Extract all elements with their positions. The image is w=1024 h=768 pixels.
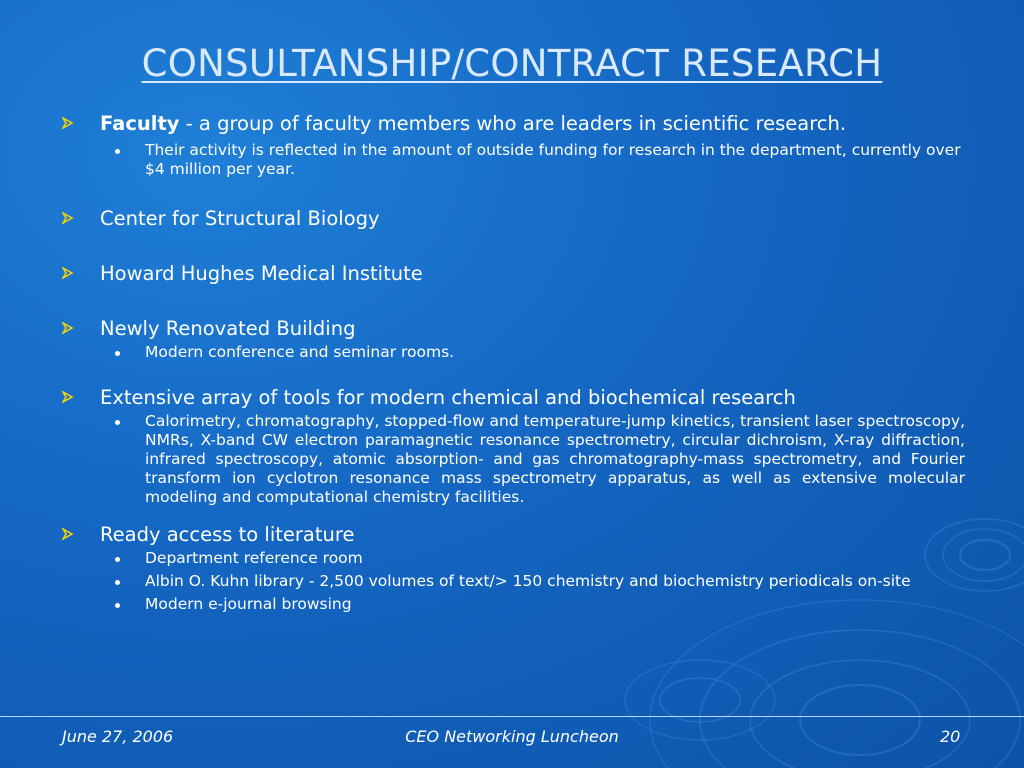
sub-bullet-text: Albin O. Kuhn library - 2,500 volumes of text/> 150 chemistry and biochemistry periodicals on-site: [145, 572, 911, 590]
footer-event: CEO Networking Luncheon: [405, 727, 619, 746]
bullet-text: Howard Hughes Medical Institute: [100, 262, 423, 285]
dot-bullet-icon: [115, 351, 120, 356]
bullet-lead: Faculty: [100, 112, 180, 135]
bullet-text: Ready access to literature: [100, 523, 355, 546]
bullet-text: Newly Renovated Building: [100, 317, 356, 340]
sub-bullet-text: Modern e-journal browsing: [145, 595, 352, 613]
bullet-hhmi: [60, 260, 965, 287]
sub-bullet: [60, 595, 965, 614]
arrow-bullet-icon: [62, 391, 74, 403]
bullet-literature: [60, 521, 965, 548]
arrow-bullet-icon: [62, 212, 74, 224]
page-number: 20: [940, 727, 961, 746]
dot-bullet-icon: [115, 557, 120, 562]
sub-bullet: [60, 412, 965, 507]
sub-bullet-text: Department reference room: [145, 549, 363, 567]
sub-bullet: [60, 141, 965, 179]
bullet-text: - a group of faculty members who are leaders in scientific research.: [179, 112, 847, 135]
arrow-bullet-icon: [62, 117, 74, 129]
slide-title: CONSULTANSHIP/CONTRACT RESEARCH: [141, 42, 883, 85]
arrow-bullet-icon: [62, 267, 74, 279]
dot-bullet-icon: [115, 603, 120, 608]
sub-bullet: [60, 343, 965, 362]
sub-bullet: [60, 572, 965, 591]
sub-bullet-text: Calorimetry, chromatography, stopped-flow and temperature-jump kinetics, transient laser spectroscopy, NMRs, X-band CW electron paramagnetic resonance spectrometry, circular dichroism, X-ray diffraction, infrared spectroscopy, atomic absorption- and gas chromatography-mass spectrometry, and Fourier transform ion cyclotron resonance mass spectrometry apparatus, as well as extensive molecular modeling and computational chemistry facilities.: [145, 412, 965, 506]
bullet-structural-biology: [60, 205, 965, 232]
dot-bullet-icon: [115, 420, 120, 425]
footer-divider: [0, 716, 1024, 717]
footer-date: June 27, 2006: [62, 727, 174, 746]
bullet-building: [60, 315, 965, 342]
bullet-faculty: [60, 110, 965, 137]
bullet-tools: [60, 384, 965, 411]
bullet-list: [60, 110, 965, 614]
arrow-bullet-icon: [62, 322, 74, 334]
sub-bullet: [60, 549, 965, 568]
sub-bullet-text: Modern conference and seminar rooms.: [145, 343, 455, 361]
dot-bullet-icon: [115, 580, 120, 585]
bullet-text: Center for Structural Biology: [100, 207, 380, 230]
bullet-text: Extensive array of tools for modern chemical and biochemical research: [100, 386, 796, 409]
arrow-bullet-icon: [62, 528, 74, 540]
sub-bullet-text: Their activity is reflected in the amount of outside funding for research in the department, currently over $4 million per year.: [145, 141, 961, 178]
dot-bullet-icon: [115, 149, 120, 154]
